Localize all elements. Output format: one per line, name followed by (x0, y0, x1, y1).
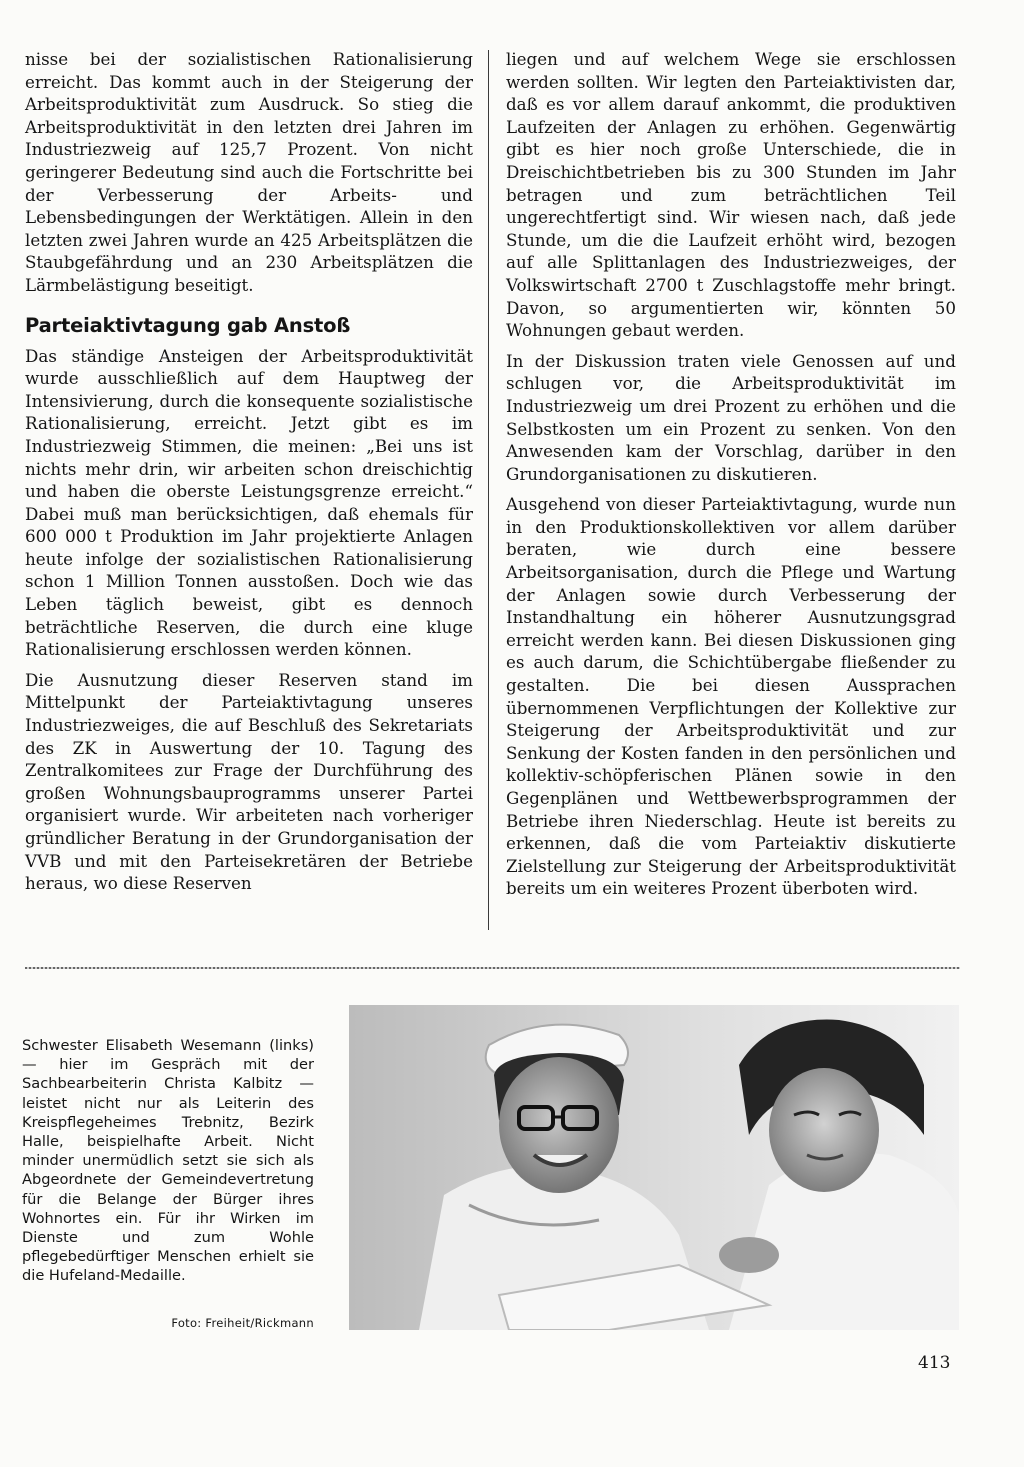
left-paragraph-3: Die Ausnutzung dieser Reserven stand im Mittelpunkt der Parteiaktivtagung unseres Industriezweiges, die auf Beschluß des Sekretariats des ZK in Auswertung der 10. Tagung des Zentralkomitees zur Frage der Durchführung des großen Wohnungsbauprogramms unserer Partei organisiert wurde. Wir arbeiteten nach vorheriger gründlicher Beratung in der Grundorganisation der VVB und mit den Parteisekretären der Betriebe heraus, wo diese Reserven (25, 669, 473, 894)
right-column (506, 48, 956, 908)
right-paragraph-2: In der Diskussion traten viele Genossen auf und schlugen vor, die Arbeitsproduktivität im Industriezweig um drei Prozent zu erhöhen und die Selbstkosten um ein Prozent zu senken. Von den Anwesenden kam der Vorschlag, darüber in den Grundorganisationen zu diskutieren. (506, 350, 956, 484)
right-paragraph-1: liegen und auf welchem Wege sie erschlossen werden sollten. Wir legten den Parteiaktivisten dar, daß es vor allem darauf ankommt, die produktiven Laufzeiten der Anlagen zu erhöhen. Gegenwärtig gibt es hier noch große Unterschiede, die in Dreischichtbetrieben bis zu 300 Stunden im Jahr betragen und zum beträchtlichen Teil ungerechtfertigt sind. Wir wiesen nach, daß jede Stunde, um die die Laufzeit erhöht wird, bezogen auf alle Splittanlagen des Industriezweiges, der Volkswirtschaft 2700 t Zuschlagstoffe mehr bringt. Davon, so argumentierten wir, könnten 50 Wohnungen gebaut werden. (506, 49, 956, 341)
left-column (25, 48, 473, 903)
photo-credit: Foto: Freiheit/Rickmann (171, 1316, 314, 1330)
left-paragraph-2: Das ständige Ansteigen der Arbeitsproduktivität wurde ausschließlich auf dem Hauptweg der Intensivierung, durch die konsequente sozialistische Rationalisierung, erreicht. Jetzt gibt es im Industriezweig Stimmen, die meinen: „Bei uns ist nichts mehr drin, wir arbeiten schon dreischichtig und haben die oberste Leistungsgrenze erreicht.“ Dabei muß man berücksichtigen, daß ehemals für 600 000 t Produktion im Jahr projektierte Anlagen heute infolge der sozialistischen Rationalisierung schon 1 Million Tonnen ausstoßen. Doch wie das Leben täglich beweist, gibt es dennoch beträchtliche Reserven, die durch eine kluge Rationalisierung erschlossen werden können. (25, 345, 473, 660)
photo-two-women (349, 1005, 959, 1330)
photo-illustration (349, 1005, 959, 1330)
right-paragraph-3: Ausgehend von dieser Parteiaktivtagung, wurde nun in den Produktionskollektiven vor allem darüber beraten, wie durch eine bessere Arbeitsorganisation, durch die Pflege und Wartung der Anlagen sowie durch Verbesserung der Instandhaltung ein höherer Ausnutzungsgrad erreicht werden kann. Bei diesen Diskussionen ging es auch darum, die Schichtübergabe fließender zu gestalten. Die bei diesen Aussprachen übernommenen Verpflichtungen der Kollektive zur Steigerung der Arbeitsproduktivität und zur Senkung der Kosten fanden in den persönlichen und kollektiv-schöpferischen Plänen sowie in den Gegenplänen und Wettbewerbsprogrammen der Betriebe ihren Niederschlag. Heute ist bereits zu erkennen, daß die vom Parteiaktiv diskutierte Zielstellung zur Steigerung der Arbeitsproduktivität bereits um ein weiteres Prozent überboten wird. (506, 494, 956, 899)
left-paragraph-1: nisse bei der sozialistischen Rationalisierung erreicht. Das kommt auch in der Steigerung der Arbeitsproduktivität zum Ausdruck. So stieg die Arbeitsproduktivität in den letzten drei Jahren im Industriezweig auf 125,7 Prozent. Von nicht geringerer Bedeutung sind auch die Fortschritte bei der Verbesserung der Arbeits- und Lebensbedingungen der Werktätigen. Allein in den letzten zwei Jahren wurde an 425 Arbeitsplätzen die Staubgefährdung und an 230 Arbeitsplätzen die Lärmbelästigung beseitigt. (25, 49, 473, 295)
column-divider (488, 50, 489, 930)
photo-caption: Schwester Elisabeth Wesemann (links) — hier im Gespräch mit der Sachbearbeiterin Christa Kalbitz — leistet nicht nur als Leiterin des Kreispflegeheimes Trebnitz, Bezirk Halle, beispielhafte Arbeit. Nicht minder unermüdlich setzt sie sich als Abgeordnete der Gemeindevertretung für die Belange der Bürger ihres Wohnortes ein. Für ihr Wirken im Dienste und zum Wohle pflegebedürftiger Menschen erhielt sie die Hufeland-Medaille. (22, 1037, 314, 1285)
section-heading: Parteiaktivtagung gab Anstoß (25, 313, 351, 337)
section-divider (25, 967, 960, 969)
page-number: 413 (918, 1353, 951, 1373)
